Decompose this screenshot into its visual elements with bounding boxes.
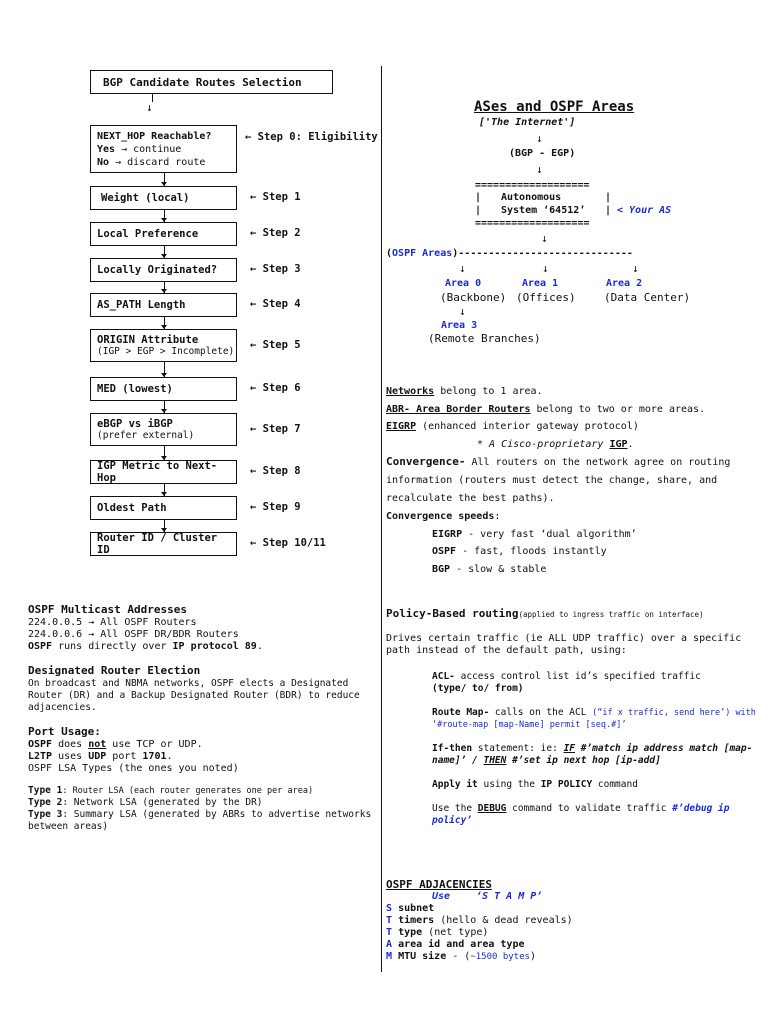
step-box-label: eBGP vs iBGP xyxy=(97,417,173,430)
t: (enhanced interior gateway protocol) xyxy=(416,421,639,432)
t: : Network LSA (generated by the DR) xyxy=(62,797,263,808)
t: Convergence speeds xyxy=(386,511,495,522)
as-bar-r1: | xyxy=(605,192,612,203)
adjacencies-section xyxy=(386,879,758,963)
pbr-note: (applied to ingress traffic on interface) xyxy=(518,610,704,619)
step-box xyxy=(90,460,237,484)
area0-desc: (Backbone) xyxy=(440,291,507,304)
t: Route Map- xyxy=(432,707,490,718)
arrow-area2: ↓ xyxy=(632,262,639,275)
adj-item xyxy=(386,951,758,963)
t: - slow & stable xyxy=(450,563,547,575)
t: calls on the ACL xyxy=(489,707,593,718)
definitions-section xyxy=(386,383,756,578)
area3-label: Area 3 xyxy=(441,320,478,331)
t: Convergence- xyxy=(386,455,466,468)
def-networks xyxy=(386,383,756,401)
step-box xyxy=(90,532,237,556)
internet-label: ['The Internet'] xyxy=(479,117,576,128)
multicast-heading: OSPF Multicast Addresses xyxy=(28,603,187,616)
pbr-debug xyxy=(432,803,758,827)
step0-yes xyxy=(97,143,230,156)
t: EIGRP xyxy=(386,421,417,432)
t: OSPF xyxy=(432,546,457,557)
pbr-route-map xyxy=(432,707,758,731)
pbr-acl xyxy=(432,671,758,683)
t: not xyxy=(88,739,107,750)
step-label: ← Step 5 xyxy=(250,339,301,351)
step-box-label: MED (lowest) xyxy=(97,383,173,395)
t: belong to 1 area. xyxy=(434,386,543,397)
step0-no-key: No xyxy=(97,157,110,168)
arrow-1: ↓ xyxy=(536,132,543,145)
t: Networks xyxy=(386,386,435,397)
step-box-label: ORIGIN Attribute xyxy=(97,333,199,346)
lsa-type-1 xyxy=(28,785,373,797)
t: Use the xyxy=(432,803,478,814)
def-speeds xyxy=(386,508,756,526)
t: EIGRP xyxy=(432,528,463,540)
t: ABR- Area Border Routers xyxy=(386,403,531,415)
t: does xyxy=(52,739,89,750)
t: IP POLICY xyxy=(540,779,593,790)
pbr-if-then xyxy=(432,743,758,767)
t: Type 2 xyxy=(28,797,63,808)
adj-key: MTU size xyxy=(398,951,447,962)
t: - very fast ‘dual algorithm’ xyxy=(462,528,637,540)
def-abr xyxy=(386,401,756,419)
t: * A Cisco-proprietary xyxy=(477,438,610,450)
t: ‘S T A M P’ xyxy=(476,891,543,902)
adj-letter: M xyxy=(386,951,393,962)
pbr-apply xyxy=(432,779,758,791)
step-box-sub: (IGP > EGP > Incomplete) xyxy=(97,345,235,357)
arrow-area1: ↓ xyxy=(542,262,549,275)
step-label: ← Step 7 xyxy=(250,423,301,435)
ospf-areas-line xyxy=(386,248,633,259)
arrow-area3: ↓ xyxy=(459,305,466,318)
step-box xyxy=(90,186,237,210)
t: ( xyxy=(386,248,393,259)
as-bar-l2: | xyxy=(475,205,482,216)
protocol-89: IP protocol 89 xyxy=(172,641,257,652)
step-box xyxy=(90,258,237,282)
t: #’match ip address match [map-name]’ / xyxy=(432,743,753,766)
t: belong to two or more areas. xyxy=(530,403,706,415)
pbr-section xyxy=(386,608,758,827)
pbr-intro: Drives certain traffic (ie ALL UDP traffic) over a specific path instead of the default path, using: xyxy=(386,633,742,656)
step-label: ← Step 2 xyxy=(250,227,301,239)
adj-key: area id and area type xyxy=(398,939,525,950)
t: #’set ip next hop [ip-add] xyxy=(506,755,661,766)
t: ) xyxy=(452,248,459,259)
def-convergence xyxy=(386,453,756,508)
area3-desc: (Remote Branches) xyxy=(428,332,541,345)
step-box-label: Router ID / Cluster ID xyxy=(97,532,218,556)
t: BGP xyxy=(432,563,451,575)
step-label: ← Step 6 xyxy=(250,382,301,394)
t: uses xyxy=(52,751,89,762)
multicast-line-3 xyxy=(28,641,373,653)
area2-label: Area 2 xyxy=(606,278,643,289)
flow-title: BGP Candidate Routes Selection xyxy=(103,75,302,89)
adj-key: subnet xyxy=(398,903,435,914)
pbr-acl-2: (type/ to/ from) xyxy=(432,683,524,694)
adj-item xyxy=(386,927,758,939)
step-box-label: Oldest Path xyxy=(97,502,167,514)
t: IGP xyxy=(609,438,628,450)
step-label: ← Step 3 xyxy=(250,263,301,275)
ases-title: ASes and OSPF Areas xyxy=(474,99,635,115)
pbr-heading: Policy-Based routing xyxy=(386,607,519,620)
def-cisco xyxy=(386,436,756,454)
ospf-areas-label: OSPF Areas xyxy=(392,248,453,259)
t: UDP xyxy=(88,751,107,762)
t: IF xyxy=(563,743,576,754)
step-box-label: Weight (local) xyxy=(101,192,190,204)
debug-cmd: #’debug ip policy’ xyxy=(432,803,730,826)
adj-item xyxy=(386,903,758,915)
adj-rest: - ( xyxy=(446,951,471,962)
t: . xyxy=(166,751,173,762)
pbr-heading-line xyxy=(386,608,758,621)
step0-yes-key: Yes xyxy=(97,144,116,155)
step0-yes-value: → continue xyxy=(121,144,182,155)
t: If-then xyxy=(432,743,473,754)
t: using the xyxy=(477,779,541,790)
pbr-items xyxy=(386,671,758,827)
step-box xyxy=(90,377,237,401)
t: Apply it xyxy=(432,779,478,790)
as-border-top: =================== xyxy=(475,180,590,191)
arrow-2: ↓ xyxy=(536,163,543,176)
lsa-type-2 xyxy=(28,797,373,809)
port-line-2 xyxy=(28,751,373,763)
step0-label: ← Step 0: Eligibility xyxy=(245,131,378,143)
flow-title-box xyxy=(90,70,333,94)
t: Use xyxy=(432,891,451,902)
mtu-value: ~1500 bytes xyxy=(470,952,530,962)
t: use TCP or UDP. xyxy=(106,739,203,750)
adj-item xyxy=(386,939,758,951)
t: Type 1 xyxy=(28,785,63,796)
step-box-label: AS_PATH Length xyxy=(97,299,186,311)
ospf-term: OSPF xyxy=(28,641,53,652)
dr-heading: Designated Router Election xyxy=(28,664,201,677)
as-bar-l1: | xyxy=(475,192,482,203)
port-section xyxy=(28,726,373,775)
adj-rest: (net type) xyxy=(422,927,489,938)
adj-rest: (hello & dead reveals) xyxy=(434,915,573,926)
area2-desc: (Data Center) xyxy=(604,291,691,304)
adj-letter: A xyxy=(386,939,393,950)
bgp-egp: (BGP - EGP) xyxy=(509,148,576,159)
port-line-3: OSPF LSA Types (the ones you noted) xyxy=(28,763,239,774)
t: L2TP xyxy=(28,751,53,762)
t: ) xyxy=(529,951,536,962)
step-box xyxy=(90,293,237,317)
adj-letter: T xyxy=(386,927,393,938)
step-label: ← Step 4 xyxy=(250,298,301,310)
step-box-sub: (prefer external) xyxy=(97,429,195,441)
t: ACL- xyxy=(432,671,455,682)
t: 1701 xyxy=(142,751,167,762)
t: access control list id’s specified traffic xyxy=(454,671,701,682)
t: statement: ie: xyxy=(472,743,564,754)
step0-question: NEXT_HOP Reachable? xyxy=(97,131,212,142)
dr-section xyxy=(28,665,373,714)
area1-desc: (Offices) xyxy=(516,291,576,304)
step-box xyxy=(90,329,237,362)
dr-body: On broadcast and NBMA networks, OSPF elects a Designated Router (DR) and a Backup Designated Router (BDR) to reduce adjacencies. xyxy=(28,678,360,713)
adj-letter: S xyxy=(386,903,393,914)
port-line-1 xyxy=(28,739,373,751)
t: . xyxy=(627,438,634,450)
t: : Summary LSA (generated by ABRs to advertise networks between areas) xyxy=(28,809,372,832)
as-border-bottom: =================== xyxy=(475,218,590,229)
speed-ospf xyxy=(386,543,756,561)
as-name-2: System ‘64512’ xyxy=(501,205,586,216)
step0-no xyxy=(97,156,230,169)
t: command to validate traffic xyxy=(506,803,673,814)
t: : xyxy=(494,511,501,522)
text: runs directly over xyxy=(52,641,173,652)
step-label: ← Step 1 xyxy=(250,191,301,203)
column-divider xyxy=(381,66,382,972)
step-box-label: IGP Metric to Next-Hop xyxy=(97,460,218,484)
step-label: ← Step 8 xyxy=(250,465,301,477)
as-name-1: Autonomous xyxy=(501,192,562,203)
t: : Router LSA (each router generates one per area) xyxy=(62,786,314,796)
dashes: ----------------------------- xyxy=(458,248,633,259)
step-box xyxy=(90,413,237,446)
arrow-3: ↓ xyxy=(541,232,548,245)
as-bar-r2: | xyxy=(605,205,612,216)
speed-eigrp xyxy=(386,526,756,544)
adj-key: timers xyxy=(398,915,435,926)
lsa-type-3 xyxy=(28,809,373,833)
t: command xyxy=(592,779,638,790)
port-heading: Port Usage: xyxy=(28,725,101,738)
text: . xyxy=(256,641,263,652)
step-box-label: Local Preference xyxy=(97,228,199,240)
adj-item xyxy=(386,915,758,927)
adj-heading: OSPF ADJACENCIES xyxy=(386,878,492,891)
speed-bgp xyxy=(386,561,756,579)
t: OSPF xyxy=(28,739,53,750)
t: Type 3 xyxy=(28,809,63,820)
your-as-label: < Your AS xyxy=(617,205,672,216)
down-arrow: ↓ xyxy=(146,101,153,114)
multicast-section xyxy=(28,604,373,653)
multicast-line-2: 224.0.0.6 → All OSPF DR/BDR Routers xyxy=(28,629,239,640)
adj-mnemonic-line xyxy=(386,891,758,903)
t: port xyxy=(106,751,143,762)
lsa-section xyxy=(28,785,373,833)
step0-no-value: → discard route xyxy=(115,157,206,168)
area0-label: Area 0 xyxy=(445,278,482,289)
area1-label: Area 1 xyxy=(522,278,559,289)
adj-list xyxy=(386,903,758,963)
step-box-label: Locally Originated? xyxy=(97,264,218,276)
adj-key: type xyxy=(398,927,423,938)
t: All routers on the network agree on routing information (routers must detect the change, share, and recalculate the best paths). xyxy=(386,457,731,504)
multicast-line-1: 224.0.0.5 → All OSPF Routers xyxy=(28,617,197,628)
t: DEBUG xyxy=(477,803,507,814)
arrow-area0: ↓ xyxy=(459,262,466,275)
t: - fast, floods instantly xyxy=(456,546,607,557)
step-box xyxy=(90,496,237,520)
adj-letter: T xyxy=(386,915,393,926)
def-eigrp xyxy=(386,418,756,436)
step-box xyxy=(90,222,237,246)
t: THEN xyxy=(483,755,507,766)
step-label: ← Step 9 xyxy=(250,501,301,513)
step0-box xyxy=(90,125,237,173)
step-label: ← Step 10/11 xyxy=(250,537,326,549)
route-map-cmd: (“if x traffic, send here’) with ‘#route-map [map-Name] permit [seq.#]’ xyxy=(432,708,756,730)
